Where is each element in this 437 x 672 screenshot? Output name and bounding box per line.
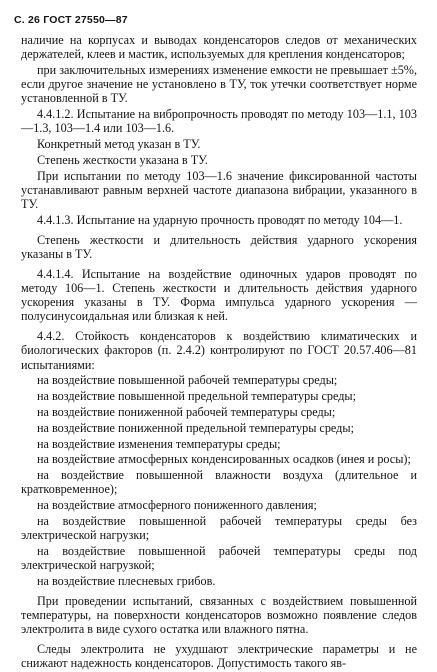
clause-4-4-2: 4.4.2. Стойкость конденсаторов к воздействию климатических и биологических факторов (п. 2.4.2) контролируют по ГОСТ 20.57.406—81 испытаниями: (21, 329, 417, 372)
paragraph: при заключительных измерениях изменение емкости не превышает ±5%, если другое значение не установлено в ТУ, ток утечки соответствует норме установленной в ТУ. (21, 63, 417, 106)
paragraph: Степень жесткости указана в ТУ. (37, 153, 208, 167)
list-item: на воздействие атмосферных конденсированных осадков (инея и росы); (37, 452, 411, 467)
document-body (21, 33, 417, 672)
list-item: на воздействие повышенной рабочей температуры среды под электрической нагрузкой; (21, 543, 417, 573)
clause-4-4-1-2: 4.4.1.2. Испытание на вибропрочность проводят по методу 103—1.1, 103—1.3, 103—1.4 или 103—1.6. (21, 107, 417, 136)
paragraph: Конкретный метод указан в ТУ. (37, 137, 201, 152)
list-item: на воздействие пониженной рабочей температуры среды; (37, 405, 336, 419)
paragraph: При испытании по методу 103—1.6 значение фиксированной частоты устанавливают равным верхней частоте диапазона вибрации, указанного в ТУ. (21, 168, 417, 212)
paragraph: наличие на корпусах и выводах конденсаторов следов от механических держателей, клеев и мастик, используемых для крепления конденсаторов; (21, 33, 417, 62)
list-item: на воздействие изменения температуры среды; (37, 436, 281, 451)
list-item: на воздействие плесневых грибов. (37, 573, 216, 588)
paragraph: При проведении испытаний, связанных с воздействием повышенной температуры, на поверхности конденсаторов возможно появление следов электролита в виде сухого остатка или влажного пятна. (21, 593, 417, 637)
paragraph: Следы электролита не ухудшают электрические параметры и не снижают надежность конденсаторов. Допустимость такого яв- (21, 641, 417, 671)
test-list (21, 373, 417, 588)
list-item: на воздействие повышенной рабочей температуры среды; (37, 373, 338, 388)
paragraph: Степень жесткости и длительность действия ударного ускорения указаны в ТУ. (21, 232, 417, 261)
page-header: С. 26 ГОСТ 27550—87 (14, 14, 128, 26)
list-item: на воздействие атмосферного пониженного давления; (37, 498, 317, 513)
clause-4-4-1-3: 4.4.1.3. Испытание на ударную прочность проводят по методу 104—1. (37, 213, 403, 227)
list-item: на воздействие повышенной рабочей температуры среды без электрической нагрузки; (21, 513, 417, 543)
list-item: на воздействие пониженной предельной температуры среды; (37, 420, 354, 435)
list-item: на воздействие повышенной предельной температуры среды; (37, 389, 356, 404)
list-item: на воздействие повышенной влажности воздуха (длительное и кратковременное); (21, 468, 417, 497)
clause-4-4-1-4: 4.4.1.4. Испытание на воздействие одиночных ударов проводят по методу 106—1. Степень жесткости и длительность действия ударного ускорения указаны в ТУ. Форма импульса ударного ускорения — полусинусоидальная или близкая к ней. (21, 266, 417, 324)
